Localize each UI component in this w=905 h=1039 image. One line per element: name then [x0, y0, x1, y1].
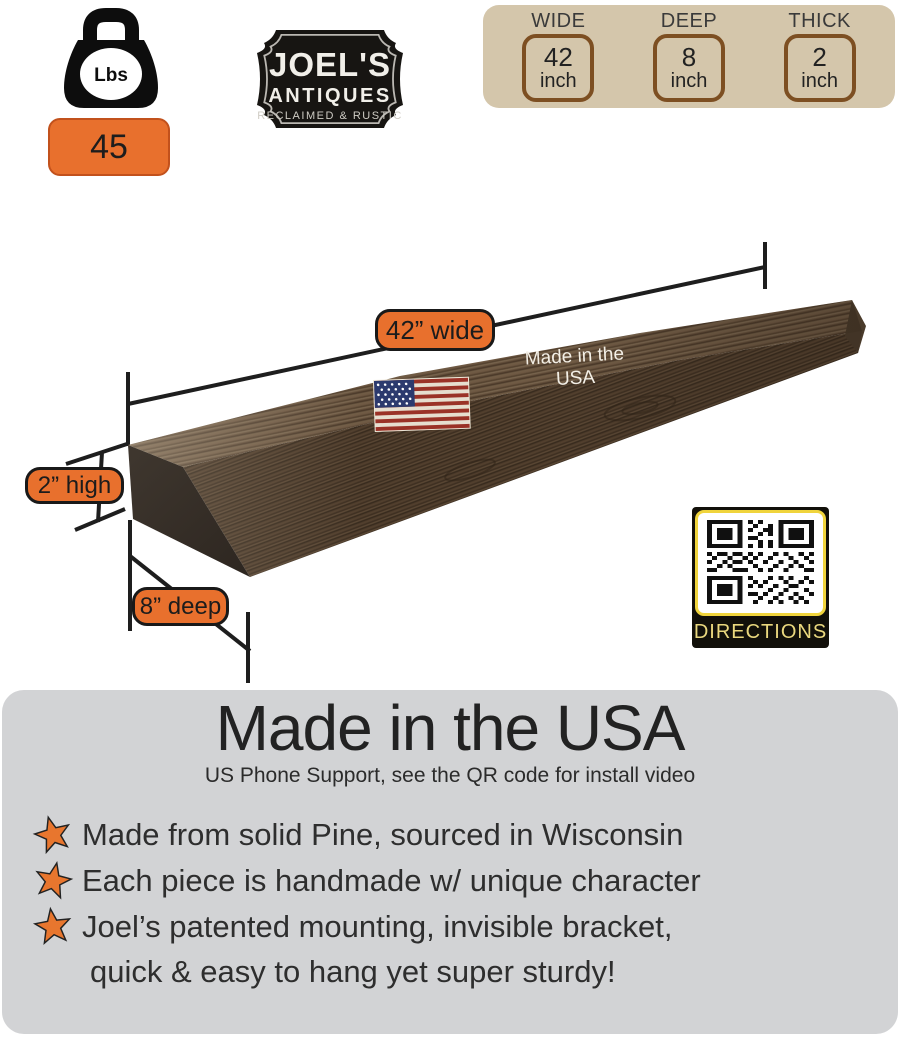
- bullet-list: [2, 812, 898, 994]
- wood-label-line1: Made in the: [524, 343, 625, 370]
- info-subtitle: US Phone Support, see the QR code for install video: [204, 764, 696, 787]
- weight-value: 45: [90, 127, 128, 166]
- list-item: [2, 904, 898, 950]
- qr-caption: DIRECTIONS: [693, 621, 828, 643]
- logo-name: JOEL'S: [268, 46, 392, 83]
- brand-logo: [246, 20, 414, 138]
- bullet-text: Joel’s patented mounting, invisible bracket,: [82, 909, 673, 944]
- logo-tagline: RECLAIMED & RUSTIC: [257, 110, 403, 122]
- dimension-column-deep: [653, 10, 725, 108]
- qr-block: [692, 507, 829, 648]
- star-bullet-icon: [30, 905, 76, 949]
- bullet-text: quick & easy to hang yet super sturdy!: [90, 954, 616, 989]
- list-item: [2, 858, 898, 904]
- qr-code-icon: [707, 520, 814, 604]
- weight-unit-label: Lbs: [94, 65, 128, 86]
- list-item: [2, 812, 898, 858]
- depth-pill: 8” deep: [132, 587, 229, 626]
- dimension-box: [784, 34, 856, 102]
- dimension-unit: inch: [539, 70, 577, 92]
- star-bullet-icon: [30, 813, 76, 857]
- wood-label-line2: USA: [555, 366, 596, 390]
- dimension-value: 2: [812, 42, 827, 72]
- us-flag-icon: [373, 377, 471, 432]
- dimension-label: WIDE: [531, 10, 586, 32]
- dimension-column-thick: [784, 10, 856, 108]
- bullet-text: Made from solid Pine, sourced in Wisconsin: [82, 817, 684, 852]
- dimensions-panel: [483, 5, 895, 108]
- dimension-label: THICK: [788, 10, 851, 32]
- dimension-label: DEEP: [660, 10, 718, 32]
- height-pill: 2” high: [25, 467, 124, 504]
- weight-icon: [50, 6, 172, 116]
- dimension-box: [522, 34, 594, 102]
- dimension-box: [653, 34, 725, 102]
- dimension-value: 42: [543, 42, 573, 72]
- qr-card: [695, 510, 826, 616]
- star-bullet-icon: [30, 859, 76, 903]
- logo-word: ANTIQUES: [268, 85, 392, 107]
- info-panel: [2, 690, 898, 1034]
- bullet-text: Each piece is handmade w/ unique character: [82, 863, 701, 898]
- info-title: Made in the USA: [215, 692, 685, 764]
- dimension-column-wide: [522, 10, 594, 108]
- list-item-continuation: [2, 950, 898, 994]
- dimension-unit: inch: [801, 70, 838, 92]
- width-pill: 42” wide: [375, 309, 495, 351]
- wood-made-in-usa-label: [494, 342, 656, 394]
- dimension-unit: inch: [670, 70, 708, 92]
- weight-value-badge: [48, 118, 170, 176]
- dimension-value: 8: [681, 42, 697, 72]
